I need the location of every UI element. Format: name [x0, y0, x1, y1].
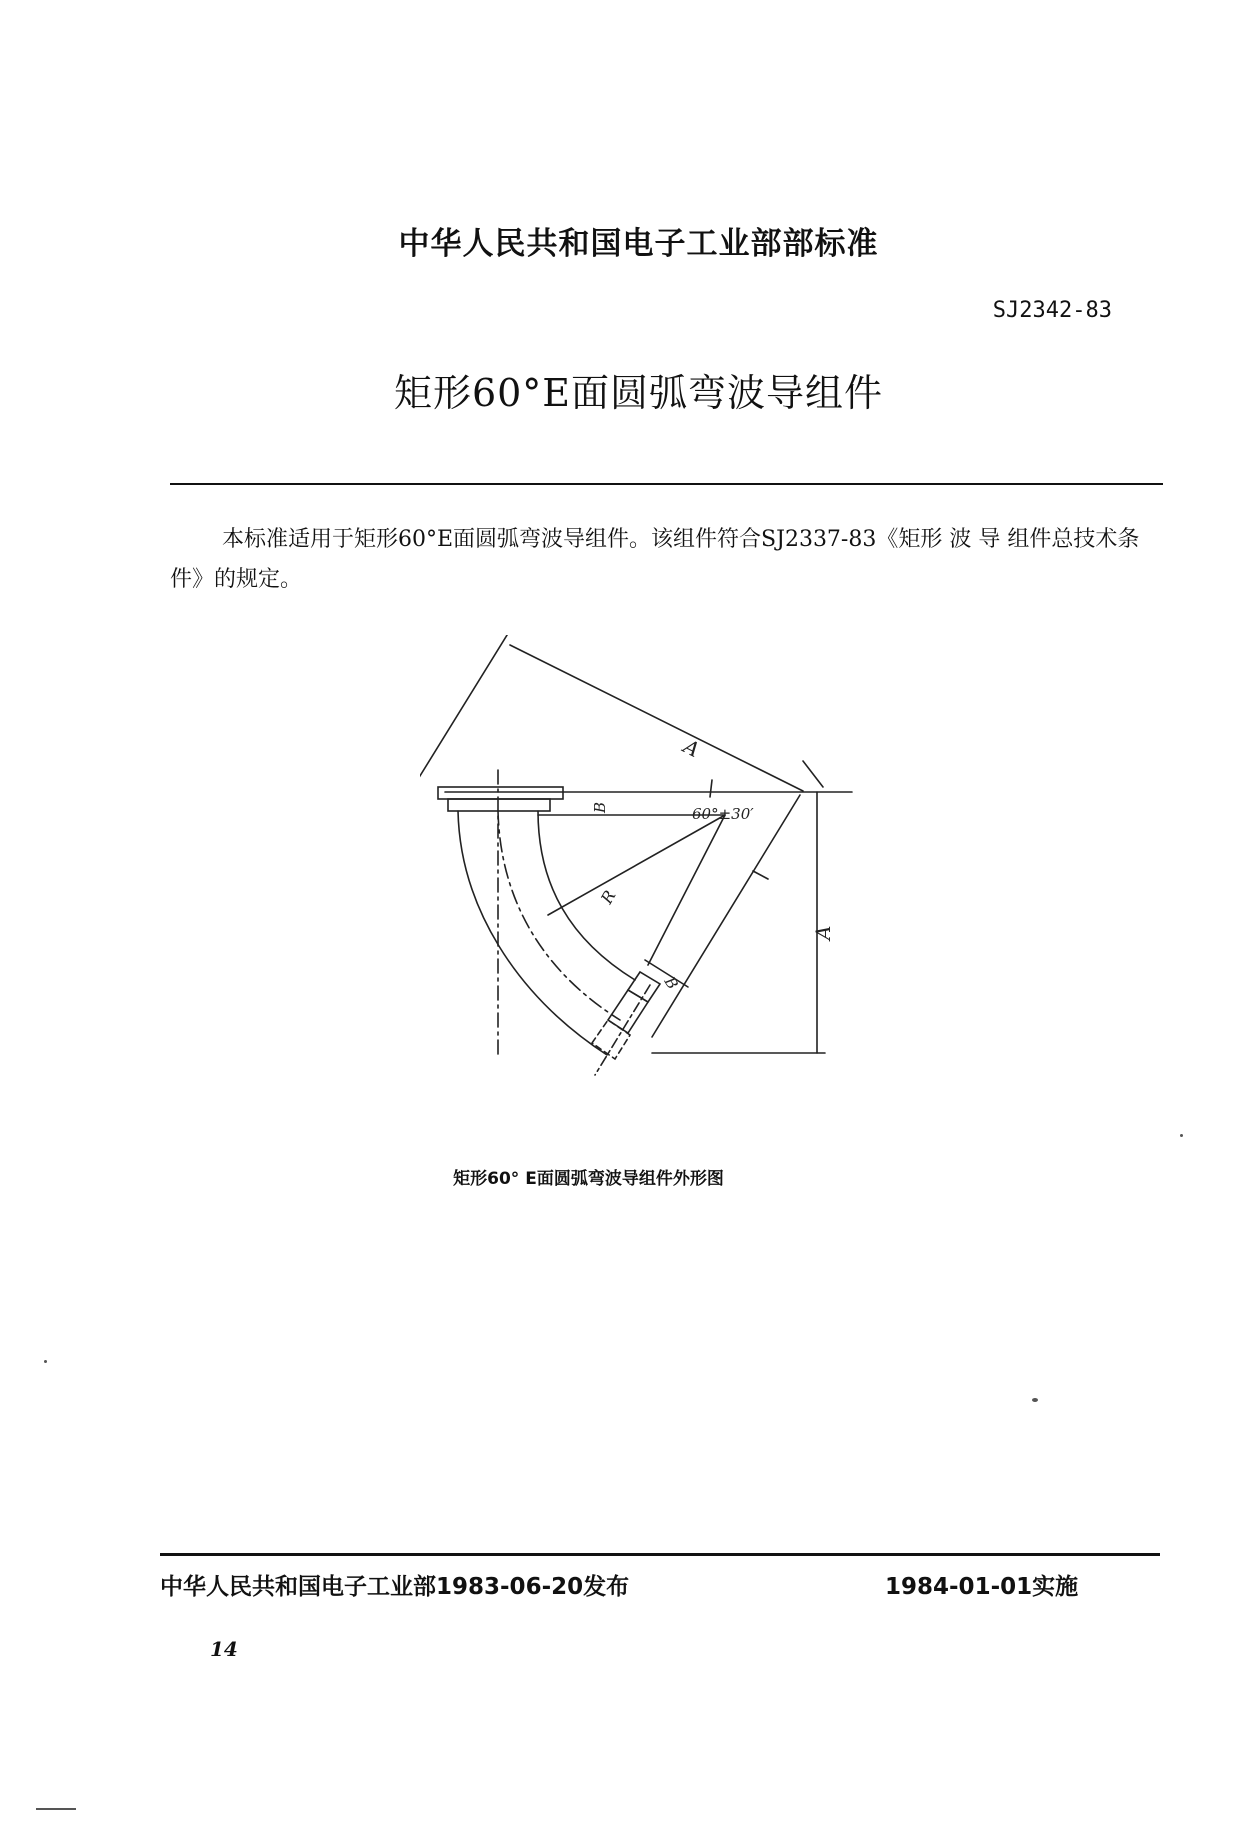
footer-divider — [160, 1553, 1160, 1556]
scan-speck — [1032, 1398, 1038, 1402]
org-title: 中华人民共和国电子工业部部标准 — [398, 226, 879, 262]
flange-plate — [438, 787, 563, 799]
label-b-lower: B — [660, 973, 682, 993]
label-b-top: B — [591, 801, 609, 813]
intro-paragraph — [170, 520, 1163, 600]
intro-text: 本标准适用于矩形60°E面圆弧弯波导组件。该组件符合SJ2337-83《矩形 波 导 组件总技术条件》的规定。 — [170, 527, 1140, 592]
label-a-right: A — [811, 925, 835, 940]
label-angle: 60°±30′ — [692, 805, 754, 823]
dimension-line-a-top — [510, 645, 803, 791]
standard-number: SJ2342-83 — [992, 298, 1112, 323]
extension-line-upper — [420, 635, 512, 784]
publish-info: 中华人民共和国电子工业部1983-06-20发布 — [160, 1574, 630, 1600]
extension-line-right — [803, 761, 823, 787]
figure-caption: 矩形60° E面圆弧弯波导组件外形图 — [453, 1169, 724, 1189]
title-divider — [170, 483, 1163, 485]
label-a-top: A — [679, 734, 704, 763]
centerline-arc — [498, 811, 620, 1020]
angle-tick-top — [710, 780, 712, 797]
inner-wall-arc — [538, 811, 635, 980]
effective-info: 1984-01-01实施 — [885, 1574, 1079, 1600]
label-radius: R — [597, 887, 620, 907]
end-flange-outer — [608, 990, 648, 1033]
scan-speck — [44, 1360, 47, 1363]
scan-speck — [36, 1808, 76, 1810]
slanted-extension-line — [652, 795, 800, 1037]
angle-tick-side — [753, 871, 768, 879]
page-number: 14 — [210, 1637, 238, 1661]
scan-speck — [1180, 1134, 1183, 1137]
end-flange-inner — [628, 972, 660, 1002]
document-title: 矩形60°E面圆弧弯波导组件 — [393, 371, 884, 415]
waveguide-bend-diagram — [420, 635, 880, 1120]
flange-step — [448, 799, 550, 811]
